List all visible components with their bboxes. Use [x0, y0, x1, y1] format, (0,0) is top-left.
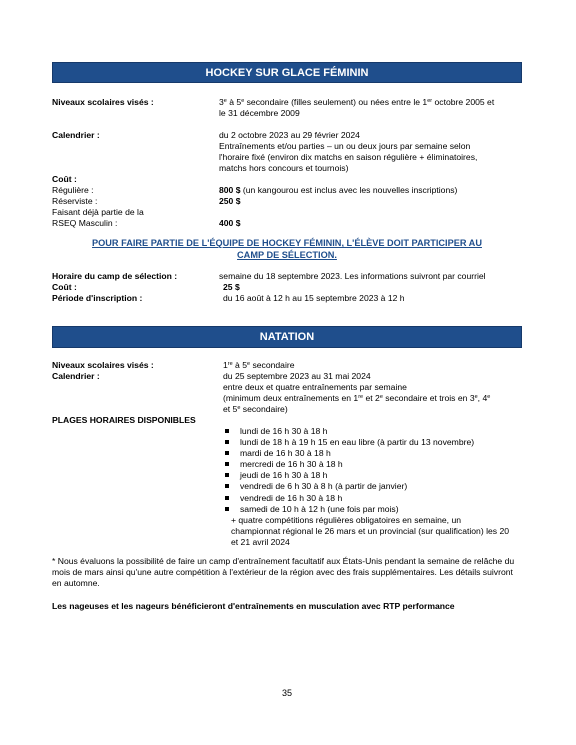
- page-number: 35: [282, 688, 293, 698]
- list-item: vendredi de 6 h 30 à 8 h (à partir de janvier): [224, 481, 474, 492]
- hockey-reserviste-label: Réserviste :: [52, 196, 98, 206]
- hockey-rseq-label-line1: Faisant déjà partie de la: [52, 207, 144, 217]
- hockey-rseq-label-line2: RSEQ Masculin :: [52, 218, 118, 228]
- list-item: mercredi de 16 h 30 à 18 h: [224, 459, 474, 470]
- hockey-cout2-label: Coût :: [52, 282, 77, 292]
- natation-section-title: NATATION: [259, 331, 315, 343]
- hockey-niveaux-value: 3e à 5e secondaire (filles seulement) ou nées entre le 1er octobre 2005 et: [219, 97, 495, 107]
- hockey-reserviste-value: 250 $: [219, 196, 241, 206]
- natation-competitions-line2: championnat régional le 26 mars et un provincial (sur qualification) les 20: [231, 526, 510, 536]
- hockey-section-title: HOCKEY SUR GLACE FÉMININ: [205, 67, 369, 79]
- natation-section-header: [52, 326, 522, 348]
- hockey-periode-label: Période d'inscription :: [52, 293, 143, 303]
- list-item: mardi de 16 h 30 à 18 h: [224, 448, 474, 459]
- natation-competitions-line1: + quatre compétitions régulières obligatoires en semaine, un: [231, 515, 462, 525]
- hockey-rseq-value: 400 $: [219, 218, 241, 228]
- natation-competitions-line3: et 21 avril 2024: [231, 537, 290, 547]
- natation-plages-label: PLAGES HORAIRES DISPONIBLES: [52, 415, 196, 425]
- hockey-selection-notice: POUR FAIRE PARTIE DE L'ÉQUIPE DE HOCKEY FÉMININ, L'ÉLÈVE DOIT PARTICIPER AU CAMP DE SÉLECTION.: [92, 238, 482, 260]
- natation-niveaux-value: 1re à 5e secondaire: [223, 360, 295, 370]
- natation-calendrier-line4: et 5e secondaire): [223, 404, 288, 414]
- natation-calendrier-line1: du 25 septembre 2023 au 31 mai 2024: [223, 371, 371, 381]
- natation-calendrier-line2: entre deux et quatre entraînements par semaine: [223, 382, 407, 392]
- hockey-calendrier-line3: l'horaire fixé (environ dix matchs en saison régulière + éliminatoires,: [219, 152, 478, 162]
- list-item: vendredi de 16 h 30 à 18 h: [224, 493, 474, 504]
- list-item: lundi de 18 h à 19 h 15 en eau libre (à partir du 13 novembre): [224, 437, 474, 448]
- natation-calendrier-label: Calendrier :: [52, 371, 100, 381]
- natation-rtp-note: Les nageuses et les nageurs bénéficieront d'entraînements en musculation avec RTP performance: [52, 601, 455, 611]
- hockey-reguliere-label: Régulière :: [52, 185, 94, 195]
- natation-calendrier-line3: (minimum deux entraînements en 1re et 2e secondaire et trois en 3e, 4e: [223, 393, 491, 403]
- hockey-niveaux-label: Niveaux scolaires visés :: [52, 97, 154, 107]
- hockey-calendrier-line1: du 2 octobre 2023 au 29 février 2024: [219, 130, 360, 140]
- list-item: lundi de 16 h 30 à 18 h: [224, 426, 474, 437]
- hockey-calendrier-label: Calendrier :: [52, 130, 100, 140]
- hockey-periode-value: du 16 août à 12 h au 15 septembre 2023 à 12 h: [223, 293, 405, 303]
- natation-niveaux-label: Niveaux scolaires visés :: [52, 360, 154, 370]
- list-item: jeudi de 16 h 30 à 18 h: [224, 470, 474, 481]
- hockey-cout2-value: 25 $: [223, 282, 240, 292]
- hockey-calendrier-line4: matchs hors concours et tournois): [219, 163, 349, 173]
- hockey-section-header: [52, 62, 522, 83]
- hockey-horaire-value: semaine du 18 septembre 2023. Les informations suivront par courriel: [219, 271, 486, 281]
- hockey-reguliere-value: 800 $ (un kangourou est inclus avec les nouvelles inscriptions): [219, 185, 458, 195]
- hockey-horaire-label: Horaire du camp de sélection :: [52, 271, 178, 281]
- hockey-cout-label: Coût :: [52, 174, 77, 184]
- hockey-niveaux-value-line2: le 31 décembre 2009: [219, 108, 300, 118]
- natation-plages-list: [224, 426, 474, 515]
- list-item: samedi de 10 h à 12 h (une fois par mois): [224, 504, 474, 515]
- hockey-calendrier-line2: Entraînements et/ou parties – un ou deux jours par semaine selon: [219, 141, 471, 151]
- natation-footnote: * Nous évaluons la possibilité de faire un camp d'entraînement facultatif aux États-Unis pendant la semaine de relâche du mois de mars ainsi qu'une autre compétition à l'extérieur de la région avec des frais supplémentaires. Les détails suivront en automne.: [52, 556, 515, 589]
